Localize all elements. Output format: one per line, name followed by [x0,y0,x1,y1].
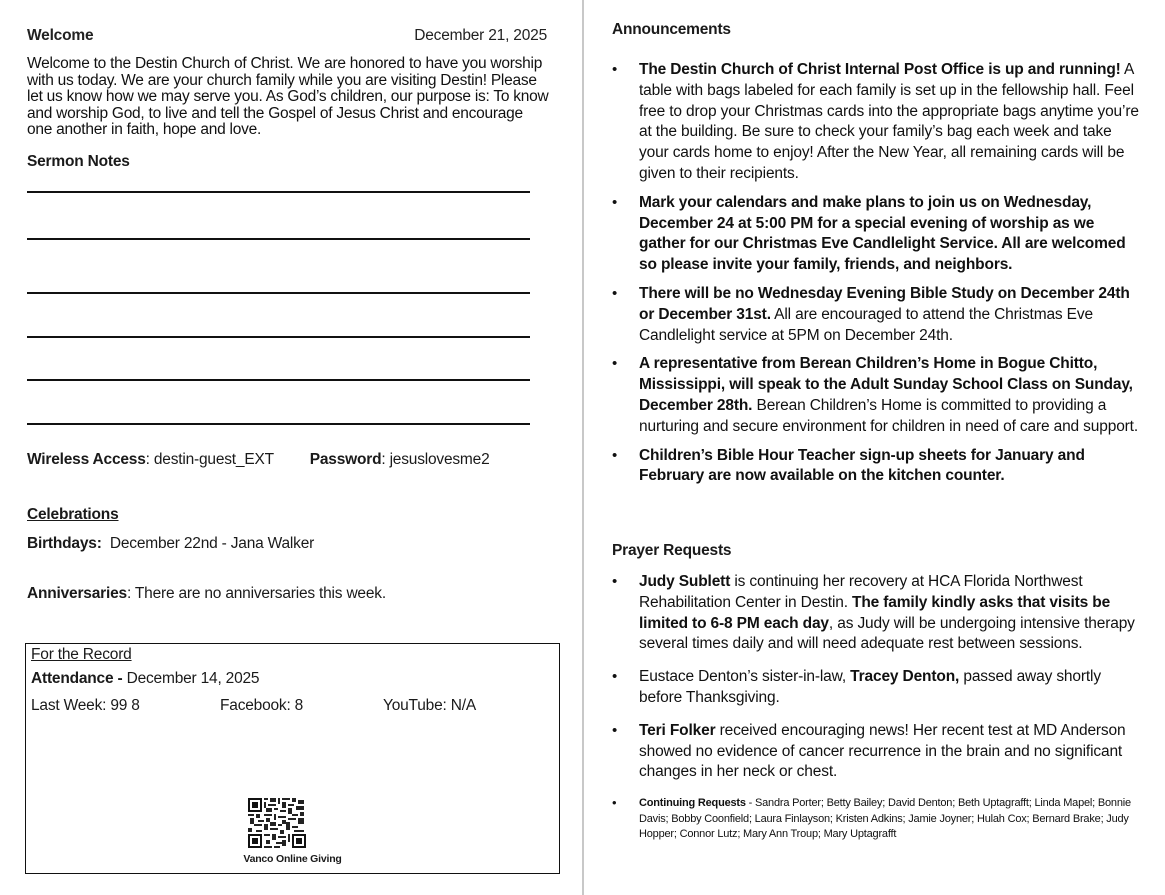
sermon-note-line [27,379,530,381]
announcement-item: • Mark your calendars and make plans to join us on Wednesday, December 24 at 5:00 PM for a special evening of worship as we gather for our Christmas Eve Candlelight Service. All are welcomed so please invite your family, friends, and neighbors. [612,193,1142,276]
sermon-note-line [27,238,530,240]
password-label: Password [309,451,382,468]
bulletin-date: December 21, 2025 [414,27,547,44]
wireless-network: destin-guest_EXT [153,451,274,468]
sermon-notes-title: Sermon Notes [27,153,130,170]
welcome-title: Welcome [27,27,94,44]
announcements-list [612,60,1142,487]
facebook-count: Facebook: 8 [220,697,304,714]
prayer-request-item: • Teri Folker received encouraging news! Her recent test at MD Anderson showed no evidence of cancer recurrence in the brain and no significant changes in her neck or chest. [612,721,1142,783]
prayer-requests-list [612,572,1142,843]
celebrations-title: Celebrations [27,506,119,523]
qr-label: Vanco Online Giving [243,853,342,865]
prayer-request-item: • Eustace Denton’s sister-in-law, Tracey Denton, passed away shortly before Thanksgiving. [612,667,1142,709]
announcement-item: • There will be no Wednesday Evening Bible Study on December 24th or December 31st. All are encouraged to attend the Christmas Eve Candlelight service at 5PM on December 24th. [612,284,1142,346]
youtube-count: YouTube: N/A [383,697,476,714]
welcome-header [27,27,547,45]
wireless-access: Wireless Access: destin-guest_EXT Password: jesuslovesme2 [27,451,490,468]
announcement-item: • The Destin Church of Christ Internal Post Office is up and running! A table with bags labeled for each family is set up in the fellowship hall. Feel free to drop your Christmas cards into the appropriate bags anytime you’re at the building. Be sure to check your family’s bag each week and take your cards home to enjoy! After the New Year, all remaining cards will be given to their recipients. [612,60,1142,185]
qr-code-icon[interactable] [248,798,306,848]
welcome-paragraph: Welcome to the Destin Church of Christ. We are honored to have you worship with us today. We are your church family while you are visiting Destin! Please let us know how we may serve you. As God’s children, our purpose is: To know and worship God, to live and tell the Gospel of Jesus Christ and encourage one another in faith, hope and love. [27,55,549,138]
password-group: Password: jesuslovesme2 [309,451,490,468]
birthdays-value: December 22nd - Jana Walker [109,535,315,552]
prayer-request-item: • Judy Sublett is continuing her recovery at HCA Florida Northwest Rehabilitation Center in Destin. The family kindly asks that visits be limited to 6-8 PM each day, as Judy will be undergoing intensive therapy several times daily and will need adequate rest between sessions. [612,572,1142,655]
for-the-record-box [25,643,560,874]
attendance-date: December 14, 2025 [126,670,260,687]
announcement-item: • Children’s Bible Hour Teacher sign-up sheets for January and February are now available on the kitchen counter. [612,446,1142,488]
announcement-item: • A representative from Berean Children’s Home in Bogue Chitto, Mississippi, will speak to the Adult Sunday School Class on Sunday, December 28th. Berean Children’s Home is committed to providing a nurturing and secure environment for children in need of care and support. [612,354,1142,437]
birthdays [27,535,314,553]
attendance [31,670,259,688]
prayer-requests-title: Prayer Requests [612,542,732,559]
anniversaries: Anniversaries: There are no anniversaries this week. [27,585,386,602]
column-divider [582,0,584,895]
continuing-requests: • Continuing Requests - Sandra Porter; Betty Bailey; David Denton; Beth Uptagrafft; Linda Mapel; Bonnie Davis; Bobby Coonfield; Laura Finlayson; Kristen Adkins; Jamie Joyner; Hulah Cox; Bernard Brake; Judy Hopper; Connor Lutz; Mary Ann Troup; Mary Uptagrafft [612,796,1142,843]
attendance-label: Attendance - [31,670,123,687]
announcements-title: Announcements [612,21,731,38]
sermon-note-line [27,336,530,338]
last-week-count: Last Week: 99 8 [31,697,140,714]
sermon-note-line [27,423,530,425]
password-value: jesuslovesme2 [389,451,490,468]
for-the-record-title: For the Record [31,646,132,663]
wireless-label: Wireless Access [27,451,146,468]
sermon-note-line [27,191,530,193]
anniversaries-value: There are no anniversaries this week. [134,585,386,602]
anniversaries-label: Anniversaries [27,585,127,602]
birthdays-label: Birthdays: [27,535,102,552]
sermon-note-line [27,292,530,294]
